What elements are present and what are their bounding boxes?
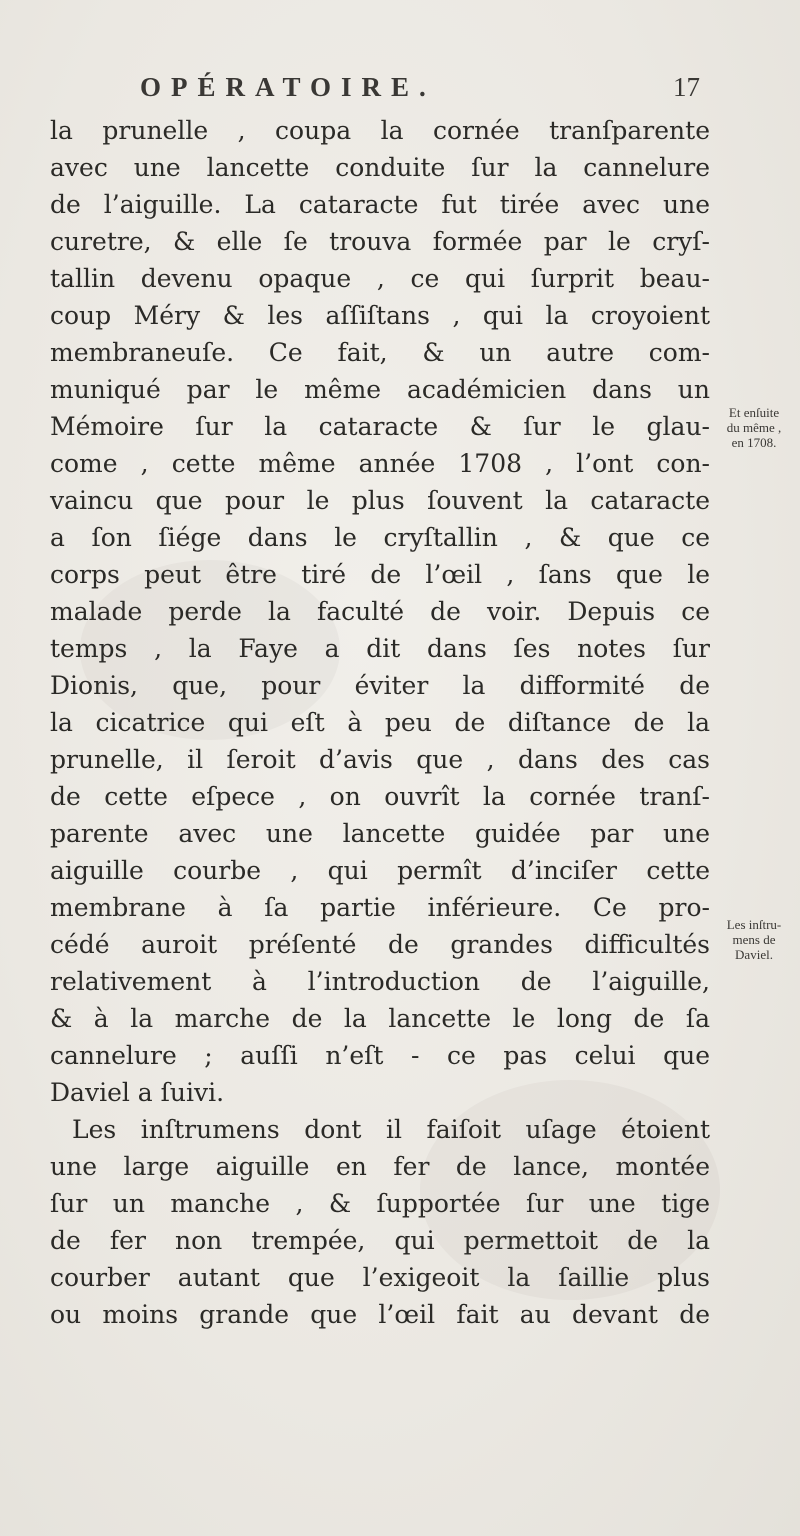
text-line: la prunelle , coupa la cornée tranſparente	[50, 116, 710, 145]
margin-note-line: mens de	[732, 932, 776, 947]
text-line: cédé auroit préſenté de grandes difficultés	[50, 930, 710, 959]
margin-note-line: Les inſtru-	[726, 917, 782, 932]
body-text	[50, 112, 710, 1333]
margin-note	[712, 405, 796, 450]
margin-note-line: Daviel.	[735, 947, 773, 962]
text-line: Daviel a ſuivi.	[50, 1078, 225, 1107]
text-line: malade perde la faculté de voir. Depuis ce	[50, 597, 710, 626]
text-line: come , cette même année 1708 , l’ont con-	[50, 449, 710, 478]
text-line: tallin devenu opaque , ce qui ſurprit beau-	[50, 264, 710, 293]
text-line: membrane à ſa partie inférieure. Ce pro-	[50, 893, 710, 922]
text-line: temps , la Faye a dit dans ſes notes ſur	[50, 634, 710, 663]
text-line: parente avec une lancette guidée par une	[50, 819, 710, 848]
text-line: Mémoire ſur la cataracte & ſur le glau-	[50, 412, 710, 441]
page-header	[140, 72, 700, 106]
page-number: 17	[673, 72, 700, 102]
text-line: courber autant que l’exigeoit la ſaillie plus	[50, 1263, 710, 1292]
text-line: & à la marche de la lancette le long de ſa	[50, 1004, 710, 1033]
text-line: corps peut être tiré de l’œil , ſans que le	[50, 560, 710, 589]
text-line: vaincu que pour le plus ſouvent la cataracte	[50, 486, 710, 515]
text-line: ſur un manche , & ſupportée ſur une tige	[50, 1189, 710, 1218]
text-line: Les inſtrumens dont il faiſoit uſage étoient	[72, 1115, 710, 1144]
text-line: ou moins grande que l’œil fait au devant de	[50, 1300, 710, 1329]
text-line: une large aiguille en fer de lance, montée	[50, 1152, 710, 1181]
text-line: de cette eſpece , on ouvrît la cornée tranſ-	[50, 782, 710, 811]
running-head: OPÉRATOIRE.	[140, 72, 436, 102]
text-line: cannelure ; auſſi n’eſt - ce pas celui que	[50, 1041, 710, 1070]
text-line: curetre, & elle ſe trouva formée par le cryſ-	[50, 227, 710, 256]
text-line: a ſon ſiége dans le cryſtallin , & que ce	[50, 523, 710, 552]
text-line: membraneuſe. Ce fait, & un autre com-	[50, 338, 710, 367]
text-line: Dionis, que, pour éviter la difformité de	[50, 671, 710, 700]
text-line: de fer non trempée, qui permettoit de la	[50, 1226, 710, 1255]
margin-note-line: en 1708.	[731, 435, 777, 450]
text-line: coup Méry & les aſſiſtans , qui la croyoient	[50, 301, 710, 330]
margin-note-line: Et enſuite	[728, 405, 780, 420]
text-line: prunelle, il ſeroit d’avis que , dans des cas	[50, 745, 710, 774]
margin-note-line: du même ,	[726, 420, 782, 435]
margin-note	[712, 917, 796, 962]
text-line: relativement à l’introduction de l’aiguille,	[50, 967, 710, 996]
text-line: la cicatrice qui eſt à peu de diſtance de la	[50, 708, 710, 737]
text-line: avec une lancette conduite ſur la cannelure	[50, 153, 710, 182]
text-line: de l’aiguille. La cataracte fut tirée avec une	[50, 190, 710, 219]
text-line: aiguille courbe , qui permît d’inciſer cette	[50, 856, 710, 885]
text-line: muniqué par le même académicien dans un	[50, 375, 710, 404]
